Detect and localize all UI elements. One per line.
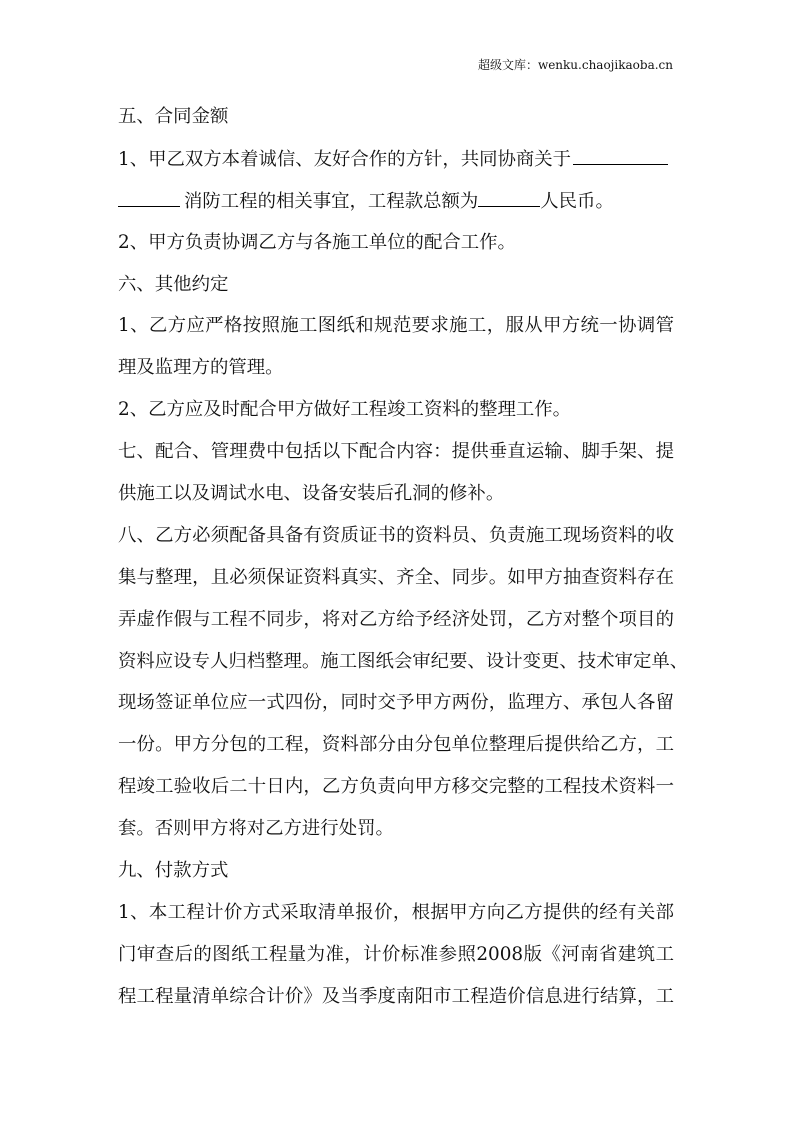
document-body bbox=[118, 104, 689, 1026]
paragraph-line bbox=[118, 188, 674, 230]
paragraph-line: 供施工以及调试水电、设备安装后孔洞的修补。 bbox=[118, 483, 505, 505]
text: 1、甲乙双方本着诚信、友好合作的方针，共同协商关于 bbox=[118, 148, 572, 170]
paragraph-line: 理及监理方的管理。 bbox=[118, 357, 284, 379]
section-heading-5: 五、合同金额 bbox=[118, 106, 229, 127]
paragraph-line: 套。否则甲方将对乙方进行处罚。 bbox=[118, 818, 394, 840]
page-header-source: 超级文库：wenku.chaojikaoba.cn bbox=[477, 58, 673, 72]
text: 消防工程的相关事宜，工程款总额为 bbox=[184, 190, 479, 212]
paragraph-line: 八、乙方必须配备具备有资质证书的资料员、负责施工现场资料的收 bbox=[118, 524, 674, 546]
paragraph-line: 1、乙方应严格按照施工图纸和规范要求施工，服从甲方统一协调管 bbox=[118, 315, 674, 337]
paragraph-line: 2、乙方应及时配合甲方做好工程竣工资料的整理工作。 bbox=[118, 399, 572, 421]
paragraph-line: 一份。甲方分包的工程，资料部分由分包单位整理后提供给乙方，工 bbox=[118, 734, 674, 756]
paragraph-line: 资料应设专人归档整理。施工图纸会审纪要、设计变更、技术审定单、 bbox=[118, 650, 689, 672]
paragraph-line: 现场签证单位应一式四份，同时交予甲方两份，监理方、承包人各留 bbox=[118, 692, 674, 714]
section-heading-9: 九、付款方式 bbox=[118, 860, 229, 882]
paragraph-line: 程竣工验收后二十日内，乙方负责向甲方移交完整的工程技术资料一 bbox=[118, 776, 674, 798]
paragraph-line: 1、本工程计价方式采取清单报价，根据甲方向乙方提供的经有关部 bbox=[118, 901, 674, 923]
paragraph-line: 门审查后的图纸工程量为准，计价标准参照2008版《河南省建筑工 bbox=[118, 943, 674, 965]
paragraph-line: 程工程量清单综合计价》及当季度南阳市工程造价信息进行结算，工 bbox=[118, 985, 674, 1007]
paragraph-line bbox=[118, 146, 674, 188]
text: 人民币。 bbox=[540, 190, 614, 212]
paragraph-line: 七、配合、管理费中包括以下配合内容：提供垂直运输、脚手架、提 bbox=[118, 441, 674, 463]
blank-underline bbox=[573, 146, 668, 165]
section-heading-6: 六、其他约定 bbox=[118, 273, 229, 295]
paragraph-line: 2、甲方负责协调乙方与各施工单位的配合工作。 bbox=[118, 231, 516, 253]
paragraph-line: 集与整理，且必须保证资料真实、齐全、同步。如甲方抽查资料存在 bbox=[118, 566, 674, 588]
blank-underline bbox=[118, 188, 180, 207]
paragraph-line: 弄虚作假与工程不同步，将对乙方给予经济处罚，乙方对整个项目的 bbox=[118, 608, 674, 630]
blank-underline bbox=[478, 188, 540, 207]
